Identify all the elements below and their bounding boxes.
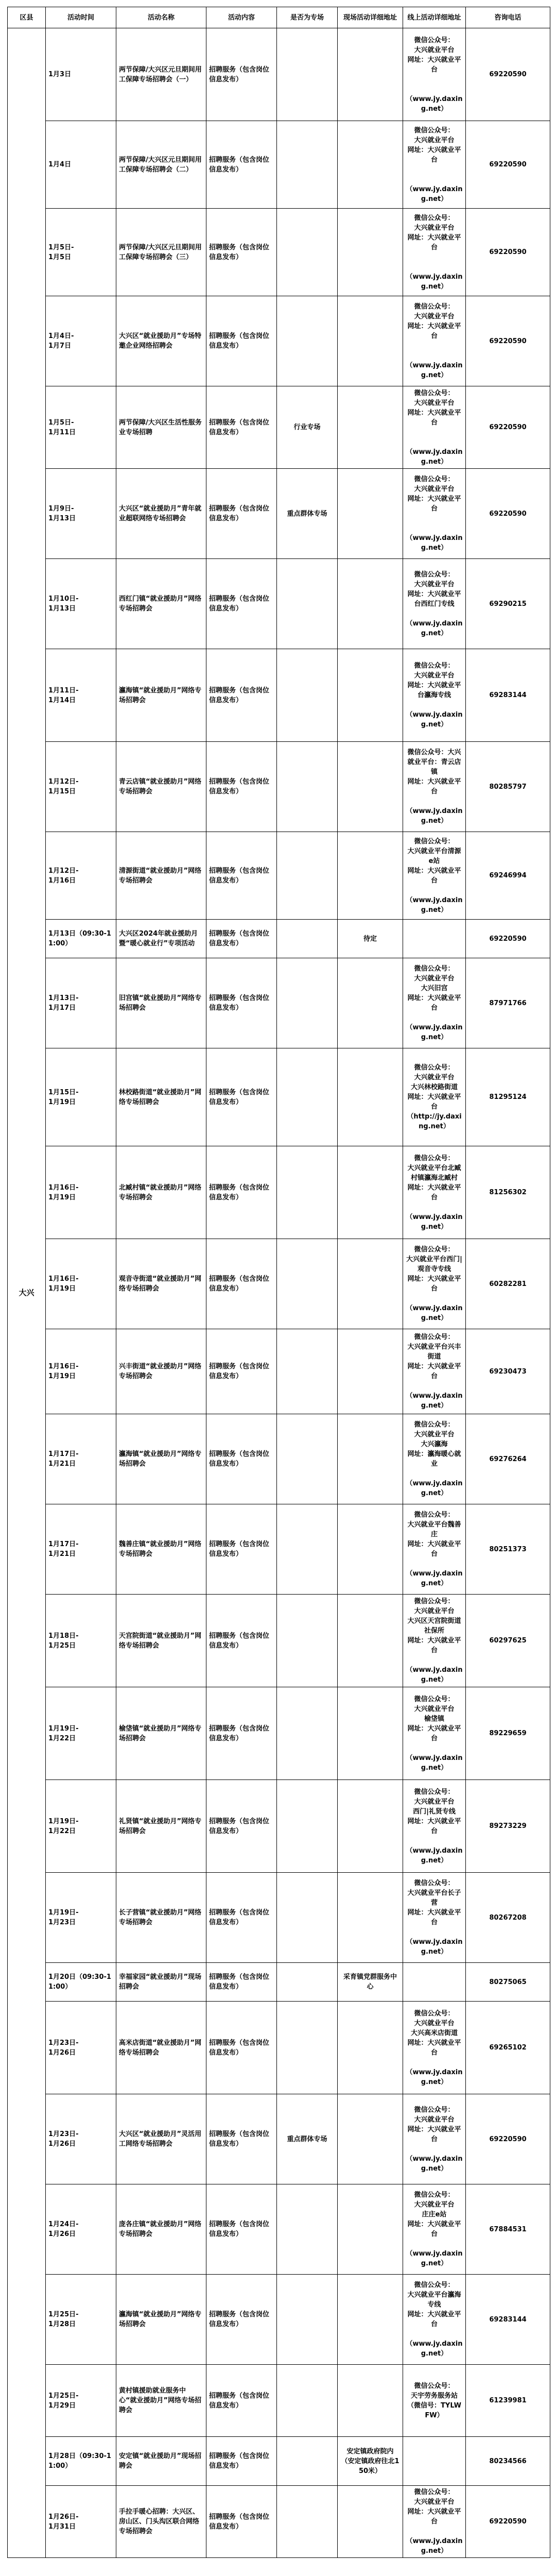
region-cell: 大兴: [8, 28, 46, 2558]
phone-cell: 80251373: [466, 1504, 550, 1595]
activity-name-cell: 幸福家园“就业援助月”现场招聘会: [116, 1963, 206, 2002]
activity-content-cell: 招聘服务（包含岗位信息发布）: [206, 742, 277, 832]
site-address-cell: [338, 28, 403, 121]
activity-content-cell: 招聘服务（包含岗位信息发布）: [206, 1504, 277, 1595]
online-address-cell: 微信公众号： 大兴就业平台 网址：大兴就业平台 （www.jy.daxing.net）: [403, 386, 466, 469]
special-cell: [277, 920, 338, 958]
special-cell: [277, 742, 338, 832]
special-cell: [277, 1239, 338, 1329]
table-row: [8, 2365, 550, 2437]
header-site: 现场活动详细地址: [338, 7, 403, 28]
activity-content-cell: 招聘服务（包含岗位信息发布）: [206, 121, 277, 209]
site-address-cell: [338, 296, 403, 386]
activity-content-cell: 招聘服务（包含岗位信息发布）: [206, 2365, 277, 2437]
site-address-cell: [338, 469, 403, 559]
header-region: 区县: [8, 7, 46, 28]
special-cell: [277, 958, 338, 1048]
site-address-cell: [338, 1239, 403, 1329]
activity-content-cell: 招聘服务（包含岗位信息发布）: [206, 832, 277, 920]
online-address-cell: 微信公众号： 大兴就业平台 网址：大兴就业平台 （www.jy.daxing.net）: [403, 2486, 466, 2558]
special-cell: [277, 559, 338, 649]
phone-cell: 69220590: [466, 121, 550, 209]
table-header-row: [8, 7, 550, 28]
time-cell: 1月19日- 1月22日: [46, 1687, 116, 1780]
phone-cell: 69276264: [466, 1414, 550, 1504]
table-row: [8, 1414, 550, 1504]
phone-cell: 80275065: [466, 1963, 550, 2002]
online-address-cell: 微信公众号： 大兴就业平台 庄庄e站 网址：大兴就业平台 （www.jy.daxing.net）: [403, 2184, 466, 2275]
online-address-cell: 微信公众号： 大兴就业平台 大兴瀛海 网址：瀛海暖心就业 （www.jy.daxing.net）: [403, 1414, 466, 1504]
activity-name-cell: 瀛海镇“就业援助月”网络专场招聘会: [116, 2275, 206, 2365]
table-row: [8, 1048, 550, 1146]
activity-content-cell: 招聘服务（包含岗位信息发布）: [206, 1595, 277, 1687]
time-cell: 1月5日- 1月5日: [46, 209, 116, 296]
online-address-cell: [403, 920, 466, 958]
site-address-cell: [338, 1048, 403, 1146]
phone-cell: 69220590: [466, 469, 550, 559]
time-cell: 1月10日- 1月13日: [46, 559, 116, 649]
activity-name-cell: 兴丰街道“就业援助月”网络专场招聘会: [116, 1329, 206, 1414]
table-row: [8, 559, 550, 649]
table-row: [8, 1963, 550, 2002]
site-address-cell: [338, 1329, 403, 1414]
activity-content-cell: 招聘服务（包含岗位信息发布）: [206, 386, 277, 469]
activity-content-cell: 招聘服务（包含岗位信息发布）: [206, 296, 277, 386]
special-cell: [277, 1780, 338, 1873]
online-address-cell: 微信公众号： 天宇劳务服务站（微信号：TYLWFW）: [403, 2365, 466, 2437]
activity-content-cell: 招聘服务（包含岗位信息发布）: [206, 1780, 277, 1873]
time-cell: 1月5日- 1月11日: [46, 386, 116, 469]
table-row: [8, 2275, 550, 2365]
header-time: 活动时间: [46, 7, 116, 28]
time-cell: 1月16日- 1月19日: [46, 1329, 116, 1414]
table-row: [8, 209, 550, 296]
online-address-cell: 微信公众号： 大兴就业平台 网址：大兴就业平台瀛海专线 （www.jy.daxing.net）: [403, 649, 466, 742]
activity-name-cell: 两节保障/大兴区元旦期间用工保障专场招聘会（三）: [116, 209, 206, 296]
online-address-cell: 微信公众号： 大兴就业平台 网址：大兴就业平台西红门专线 （www.jy.daxing.net）: [403, 559, 466, 649]
activity-name-cell: 天宫院街道“就业援助月”网络专场招聘会: [116, 1595, 206, 1687]
activity-content-cell: 招聘服务（包含岗位信息发布）: [206, 559, 277, 649]
phone-cell: 61239981: [466, 2365, 550, 2437]
site-address-cell: [338, 1414, 403, 1504]
phone-cell: 81295124: [466, 1048, 550, 1146]
phone-cell: 69265102: [466, 2002, 550, 2094]
activity-name-cell: 礼贤镇“就业援助月”网络专场招聘会: [116, 1780, 206, 1873]
table-row: [8, 920, 550, 958]
table-row: [8, 742, 550, 832]
activity-name-cell: 手拉手暖心招聘：大兴区、房山区、门头沟区联合网络专场招聘会: [116, 2486, 206, 2558]
activity-content-cell: 招聘服务（包含岗位信息发布）: [206, 469, 277, 559]
activity-name-cell: 林校路街道“就业援助月”网络专场招聘会: [116, 1048, 206, 1146]
online-address-cell: 微信公众号： 大兴就业平台 西门|礼贤专线 网址：大兴就业平台 （www.jy.daxing.net）: [403, 1780, 466, 1873]
time-cell: 1月4日- 1月7日: [46, 296, 116, 386]
table-row: [8, 2437, 550, 2486]
special-cell: [277, 2275, 338, 2365]
special-cell: 行业专场: [277, 386, 338, 469]
activity-name-cell: 黄村镇援助就业服务中心“就业援助月”网络专场招聘会: [116, 2365, 206, 2437]
online-address-cell: 微信公众号： 大兴就业平台 网址：大兴就业平台 （www.jy.daxing.net）: [403, 469, 466, 559]
site-address-cell: [338, 1595, 403, 1687]
activity-name-cell: 庞各庄镇“就业援助月”网络专场招聘会: [116, 2184, 206, 2275]
activity-content-cell: 招聘服务（包含岗位信息发布）: [206, 2002, 277, 2094]
time-cell: 1月18日- 1月25日: [46, 1595, 116, 1687]
special-cell: [277, 1595, 338, 1687]
phone-cell: 80285797: [466, 742, 550, 832]
time-cell: 1月19日- 1月22日: [46, 1780, 116, 1873]
table-body: [8, 28, 550, 2558]
online-address-cell: [403, 2437, 466, 2486]
activity-content-cell: 招聘服务（包含岗位信息发布）: [206, 920, 277, 958]
activity-name-cell: 两节保障/大兴区生活性服务业专场招聘: [116, 386, 206, 469]
activity-content-cell: 招聘服务（包含岗位信息发布）: [206, 2094, 277, 2184]
online-address-cell: 微信公众号： 大兴就业平台 网址：大兴就业平台 （www.jy.daxing.net）: [403, 121, 466, 209]
special-cell: [277, 1963, 338, 2002]
table-row: [8, 2184, 550, 2275]
special-cell: [277, 1414, 338, 1504]
site-address-cell: [338, 1687, 403, 1780]
online-address-cell: 微信公众号： 大兴就业平台兴丰街道 网址：大兴就业平台 （www.jy.daxing.net）: [403, 1329, 466, 1414]
time-cell: 1月20日（09:30-11:00）: [46, 1963, 116, 2002]
table-row: [8, 1329, 550, 1414]
special-cell: [277, 832, 338, 920]
activity-name-cell: 长子营镇“就业援助月”网络专场招聘会: [116, 1873, 206, 1963]
phone-cell: 60297625: [466, 1595, 550, 1687]
activity-name-cell: 大兴区“就业援助月”专场特邀企业网络招聘会: [116, 296, 206, 386]
phone-cell: 69290215: [466, 559, 550, 649]
activity-name-cell: 北臧村镇“就业援助月”网络专场招聘会: [116, 1146, 206, 1239]
phone-cell: 69220590: [466, 386, 550, 469]
activity-content-cell: 招聘服务（包含岗位信息发布）: [206, 1239, 277, 1329]
phone-cell: 87971766: [466, 958, 550, 1048]
site-address-cell: [338, 209, 403, 296]
phone-cell: 80267208: [466, 1873, 550, 1963]
online-address-cell: 微信公众号： 大兴就业平台长子营 网址：大兴就业平台 （www.jy.daxing.net）: [403, 1873, 466, 1963]
time-cell: 1月23日- 1月26日: [46, 2002, 116, 2094]
activity-name-cell: 大兴区“就业援助月”灵活用工网络专场招聘会: [116, 2094, 206, 2184]
online-address-cell: 微信公众号： 大兴就业平台 大兴区天宫院街道社保所 网址：大兴就业平台 （www.jy.daxing.net）: [403, 1595, 466, 1687]
phone-cell: 69220590: [466, 209, 550, 296]
phone-cell: 69220590: [466, 28, 550, 121]
header-online: 线上活动详细地址: [403, 7, 466, 28]
activity-name-cell: 两节保障/大兴区元旦期间用工保障专场招聘会（一）: [116, 28, 206, 121]
activity-content-cell: 招聘服务（包含岗位信息发布）: [206, 209, 277, 296]
table-row: [8, 386, 550, 469]
time-cell: 1月16日- 1月19日: [46, 1146, 116, 1239]
special-cell: [277, 2184, 338, 2275]
time-cell: 1月4日: [46, 121, 116, 209]
time-cell: 1月15日- 1月19日: [46, 1048, 116, 1146]
activity-content-cell: 招聘服务（包含岗位信息发布）: [206, 1873, 277, 1963]
table-row: [8, 2486, 550, 2558]
site-address-cell: 安定镇政府院内（安定镇政府往北150米）: [338, 2437, 403, 2486]
special-cell: [277, 2486, 338, 2558]
activity-content-cell: 招聘服务（包含岗位信息发布）: [206, 2437, 277, 2486]
site-address-cell: [338, 1873, 403, 1963]
table-row: [8, 2002, 550, 2094]
activity-content-cell: 招聘服务（包含岗位信息发布）: [206, 1146, 277, 1239]
site-address-cell: [338, 121, 403, 209]
site-address-cell: [338, 1146, 403, 1239]
special-cell: [277, 1687, 338, 1780]
activity-name-cell: 两节保障/大兴区元旦期间用工保障专场招聘会（二）: [116, 121, 206, 209]
table-row: [8, 469, 550, 559]
special-cell: 重点群体专场: [277, 2094, 338, 2184]
time-cell: 1月16日- 1月19日: [46, 1239, 116, 1329]
online-address-cell: 微信公众号： 大兴就业平台 网址：大兴就业平台 （www.jy.daxing.net）: [403, 209, 466, 296]
site-address-cell: 采育镇党群服务中心: [338, 1963, 403, 2002]
online-address-cell: 微信公众号： 大兴就业平台 网址：大兴就业平台 （www.jy.daxing.net）: [403, 2094, 466, 2184]
phone-cell: 69220590: [466, 2094, 550, 2184]
table-row: [8, 296, 550, 386]
activity-name-cell: 瀛海镇“就业援助月”网络专场招聘会: [116, 649, 206, 742]
phone-cell: 69283144: [466, 649, 550, 742]
site-address-cell: [338, 2184, 403, 2275]
time-cell: 1月9日- 1月13日: [46, 469, 116, 559]
site-address-cell: [338, 958, 403, 1048]
phone-cell: 69246994: [466, 832, 550, 920]
phone-cell: 81256302: [466, 1146, 550, 1239]
activity-content-cell: 招聘服务（包含岗位信息发布）: [206, 28, 277, 121]
time-cell: 1月26日- 1月31日: [46, 2486, 116, 2558]
activity-name-cell: 青云店镇“就业援助月”网络专场招聘会: [116, 742, 206, 832]
phone-cell: 60282281: [466, 1239, 550, 1329]
site-address-cell: [338, 559, 403, 649]
time-cell: 1月13日（09:30-11:00）: [46, 920, 116, 958]
header-phone: 咨询电话: [466, 7, 550, 28]
special-cell: [277, 28, 338, 121]
activity-name-cell: 西红门镇“就业援助月”网络专场招聘会: [116, 559, 206, 649]
table-row: [8, 28, 550, 121]
time-cell: 1月19日- 1月23日: [46, 1873, 116, 1963]
online-address-cell: 微信公众号： 大兴就业平台魏善庄 网址：大兴就业平台 （www.jy.daxing.net）: [403, 1504, 466, 1595]
header-special: 是否为专场: [277, 7, 338, 28]
special-cell: [277, 209, 338, 296]
table-row: [8, 832, 550, 920]
table-row: [8, 1687, 550, 1780]
table-row: [8, 1780, 550, 1873]
phone-cell: 69220590: [466, 296, 550, 386]
site-address-cell: [338, 2002, 403, 2094]
job-fair-table: [7, 7, 550, 2558]
header-name: 活动名称: [116, 7, 206, 28]
time-cell: 1月3日: [46, 28, 116, 121]
phone-cell: 69230473: [466, 1329, 550, 1414]
table-row: [8, 1504, 550, 1595]
online-address-cell: 微信公众号： 大兴就业平台 榆垡镇 网址：大兴就业平台 （www.jy.daxing.net）: [403, 1687, 466, 1780]
activity-content-cell: 招聘服务（包含岗位信息发布）: [206, 1048, 277, 1146]
activity-content-cell: 招聘服务（包含岗位信息发布）: [206, 1963, 277, 2002]
time-cell: 1月25日- 1月28日: [46, 2275, 116, 2365]
activity-name-cell: 安定镇“就业援助月”现场招聘会: [116, 2437, 206, 2486]
activity-content-cell: 招聘服务（包含岗位信息发布）: [206, 1329, 277, 1414]
time-cell: 1月17日- 1月21日: [46, 1414, 116, 1504]
activity-content-cell: 招聘服务（包含岗位信息发布）: [206, 649, 277, 742]
site-address-cell: [338, 2365, 403, 2437]
online-address-cell: 微信公众号： 大兴就业平台北臧村镇瀛海北臧村 网址：大兴就业平台 （www.jy.daxing.net）: [403, 1146, 466, 1239]
site-address-cell: 待定: [338, 920, 403, 958]
site-address-cell: [338, 832, 403, 920]
phone-cell: 69220590: [466, 2486, 550, 2558]
time-cell: 1月11日- 1月14日: [46, 649, 116, 742]
time-cell: 1月24日- 1月26日: [46, 2184, 116, 2275]
special-cell: [277, 2437, 338, 2486]
table-row: [8, 2094, 550, 2184]
online-address-cell: 微信公众号：大兴就业平台：青云店镇 网址：大兴就业平台 （www.jy.daxing.net）: [403, 742, 466, 832]
table-row: [8, 121, 550, 209]
special-cell: [277, 1873, 338, 1963]
online-address-cell: 微信公众号： 大兴就业平台 大兴林校路街道 网址：大兴就业平台 （http://jy.daxing.net）: [403, 1048, 466, 1146]
time-cell: 1月25日- 1月29日: [46, 2365, 116, 2437]
activity-name-cell: 清源街道“就业援助月”网络专场招聘会: [116, 832, 206, 920]
table-row: [8, 958, 550, 1048]
time-cell: 1月17日- 1月21日: [46, 1504, 116, 1595]
online-address-cell: [403, 1963, 466, 2002]
phone-cell: 89229659: [466, 1687, 550, 1780]
activity-content-cell: 招聘服务（包含岗位信息发布）: [206, 958, 277, 1048]
online-address-cell: 微信公众号： 大兴就业平台清源e站 网址：大兴就业平台 （www.jy.daxing.net）: [403, 832, 466, 920]
activity-name-cell: 榆垡镇“就业援助月”网络专场招聘会: [116, 1687, 206, 1780]
activity-name-cell: 魏善庄镇“就业援助月”网络专场招聘会: [116, 1504, 206, 1595]
special-cell: [277, 1329, 338, 1414]
activity-name-cell: 观音寺街道“就业援助月”网络专场招聘会: [116, 1239, 206, 1329]
activity-content-cell: 招聘服务（包含岗位信息发布）: [206, 2275, 277, 2365]
special-cell: 重点群体专场: [277, 469, 338, 559]
phone-cell: 69283144: [466, 2275, 550, 2365]
special-cell: [277, 1048, 338, 1146]
site-address-cell: [338, 2486, 403, 2558]
special-cell: [277, 2002, 338, 2094]
phone-cell: 67884531: [466, 2184, 550, 2275]
time-cell: 1月12日- 1月15日: [46, 742, 116, 832]
time-cell: 1月23日- 1月26日: [46, 2094, 116, 2184]
site-address-cell: [338, 649, 403, 742]
online-address-cell: 微信公众号： 大兴就业平台 大兴旧宫 网址：大兴就业平台 （www.jy.daxing.net）: [403, 958, 466, 1048]
time-cell: 1月12日- 1月16日: [46, 832, 116, 920]
site-address-cell: [338, 2275, 403, 2365]
time-cell: 1月13日- 1月17日: [46, 958, 116, 1048]
online-address-cell: 微信公众号： 大兴就业平台 网址：大兴就业平台 （www.jy.daxing.net）: [403, 296, 466, 386]
special-cell: [277, 296, 338, 386]
activity-content-cell: 招聘服务（包含岗位信息发布）: [206, 1687, 277, 1780]
activity-name-cell: 瀛海镇“就业援助月”网络专场招聘会: [116, 1414, 206, 1504]
online-address-cell: 微信公众号： 大兴就业平台 大兴高米店街道 网址：大兴就业平台 （www.jy.daxing.net）: [403, 2002, 466, 2094]
table-row: [8, 649, 550, 742]
time-cell: 1月28日（09:30-11:00）: [46, 2437, 116, 2486]
online-address-cell: 微信公众号： 大兴就业平台 网址：大兴就业平台 （www.jy.daxing.net）: [403, 28, 466, 121]
site-address-cell: [338, 742, 403, 832]
special-cell: [277, 649, 338, 742]
special-cell: [277, 1504, 338, 1595]
activity-name-cell: 旧宫镇“就业援助月”网络专场招聘会: [116, 958, 206, 1048]
site-address-cell: [338, 1504, 403, 1595]
header-content: 活动内容: [206, 7, 277, 28]
table-row: [8, 1239, 550, 1329]
site-address-cell: [338, 386, 403, 469]
special-cell: [277, 121, 338, 209]
activity-content-cell: 招聘服务（包含岗位信息发布）: [206, 2486, 277, 2558]
table-row: [8, 1595, 550, 1687]
site-address-cell: [338, 1780, 403, 1873]
online-address-cell: 微信公众号： 大兴就业平台西门|观音寺专线 网址：大兴就业平台 （www.jy.daxing.net）: [403, 1239, 466, 1329]
online-address-cell: 微信公众号： 大兴就业平台瀛海专线 网址：大兴就业平台 （www.jy.daxing.net）: [403, 2275, 466, 2365]
special-cell: [277, 2365, 338, 2437]
phone-cell: 69220590: [466, 920, 550, 958]
activity-name-cell: 高米店街道“就业援助月”网络专场招聘会: [116, 2002, 206, 2094]
activity-content-cell: 招聘服务（包含岗位信息发布）: [206, 2184, 277, 2275]
special-cell: [277, 1146, 338, 1239]
site-address-cell: [338, 2094, 403, 2184]
activity-name-cell: 大兴区“就业援助月”青年就业超联网络专场招聘会: [116, 469, 206, 559]
phone-cell: 80234566: [466, 2437, 550, 2486]
table-row: [8, 1146, 550, 1239]
table-row: [8, 1873, 550, 1963]
activity-name-cell: 大兴区2024年就业援助月暨“暖心就业行”专项活动: [116, 920, 206, 958]
activity-content-cell: 招聘服务（包含岗位信息发布）: [206, 1414, 277, 1504]
phone-cell: 89273229: [466, 1780, 550, 1873]
